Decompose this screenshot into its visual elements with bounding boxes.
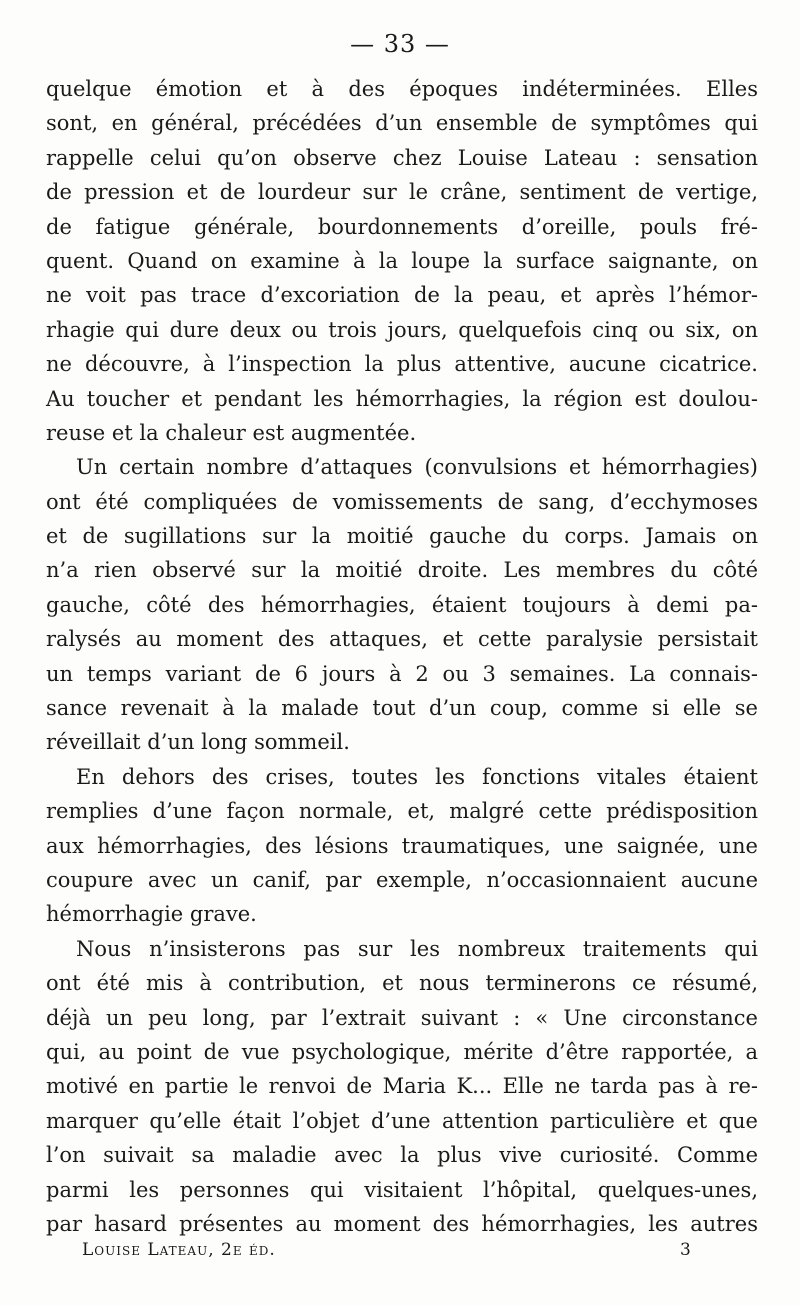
text-line: par hasard présentes au moment des hémorrhagies, les autres bbox=[46, 1211, 758, 1236]
text-line: reuse et la chaleur est augmentée. bbox=[46, 420, 417, 445]
text-line: gauche, côté des hémorrhagies, étaient toujours à demi pa- bbox=[46, 592, 758, 617]
text-line: et de sugillations sur la moitié gauche du corps. Jamais on bbox=[46, 524, 758, 549]
text-line: sance revenait à la malade tout d’un coup, comme si elle se bbox=[46, 696, 758, 721]
text-line: motivé en partie le renvoi de Maria K... Elle ne tarda pas à re- bbox=[46, 1074, 758, 1099]
running-title-text: Louise Lateau, 2e éd. bbox=[82, 1240, 276, 1260]
text-line: ont été compliquées de vomissements de sang, d’ecchymoses bbox=[46, 489, 758, 514]
text-line: Nous n’insisterons pas sur les nombreux traitements qui bbox=[76, 936, 758, 961]
text-line: déjà un peu long, par l’extrait suivant : « Une circonstance bbox=[46, 1005, 758, 1030]
text-line: ralysés au moment des attaques, et cette paralysie persistait bbox=[46, 627, 758, 652]
text-line: de pression et de lourdeur sur le crâne, sentiment de vertige, bbox=[46, 180, 758, 205]
text-line: Au toucher et pendant les hémorrhagies, la région est doulou- bbox=[46, 386, 758, 411]
text-line: quelque émotion et à des époques indéterminées. Elles bbox=[46, 77, 758, 101]
text-line: remplies d’une façon normale, et, malgré cette prédisposition bbox=[46, 799, 758, 824]
text-line: marquer qu’elle était l’objet d’une attention particulière et que bbox=[46, 1108, 758, 1133]
text-line: En dehors des crises, toutes les fonctions vitales étaient bbox=[76, 764, 758, 789]
text-line: quent. Quand on examine à la loupe la surface saignante, on bbox=[46, 248, 758, 273]
text-line: rhagie qui dure deux ou trois jours, quelquefois cinq ou six, on bbox=[46, 317, 758, 342]
text-line: ont été mis à contribution, et nous terminerons ce résumé, bbox=[46, 971, 758, 996]
text-line: aux hémorrhagies, des lésions traumatiques, une saignée, une bbox=[46, 833, 758, 858]
text-line: ne découvre, à l’inspection la plus attentive, aucune cicatrice. bbox=[46, 352, 758, 377]
running-title bbox=[82, 1240, 276, 1260]
text-line: réveillait d’un long sommeil. bbox=[46, 730, 350, 755]
text-line: parmi les personnes qui visitaient l’hôpital, quelques-unes, bbox=[46, 1177, 758, 1202]
body-text bbox=[46, 72, 758, 1241]
text-line: qui, au point de vue psychologique, mérite d’être rapportée, a bbox=[46, 1039, 758, 1064]
text-line: n’a rien observé sur la moitié droite. Les membres du côté bbox=[46, 558, 758, 583]
text-line: hémorrhagie grave. bbox=[46, 902, 257, 927]
text-line: rappelle celui qu’on observe chez Louise Lateau : sensation bbox=[46, 145, 758, 170]
page-number: — 33 — bbox=[350, 30, 450, 58]
text-line: Un certain nombre d’attaques (convulsions et hémorrhagies) bbox=[76, 455, 758, 480]
signature-mark: 3 bbox=[680, 1240, 691, 1260]
text-line: sont, en général, précédées d’un ensemble de symptômes qui bbox=[46, 111, 758, 136]
text-line: coupure avec un canif, par exemple, n’occasionnaient aucune bbox=[46, 867, 758, 892]
text-line: l’on suivait sa maladie avec la plus vive curiosité. Comme bbox=[46, 1143, 758, 1168]
text-line: un temps variant de 6 jours à 2 ou 3 semaines. La connais- bbox=[46, 661, 758, 686]
text-line: de fatigue générale, bourdonnements d’oreille, pouls fré- bbox=[46, 214, 758, 239]
text-line: ne voit pas trace d’excoriation de la peau, et après l’hémor- bbox=[46, 283, 758, 308]
